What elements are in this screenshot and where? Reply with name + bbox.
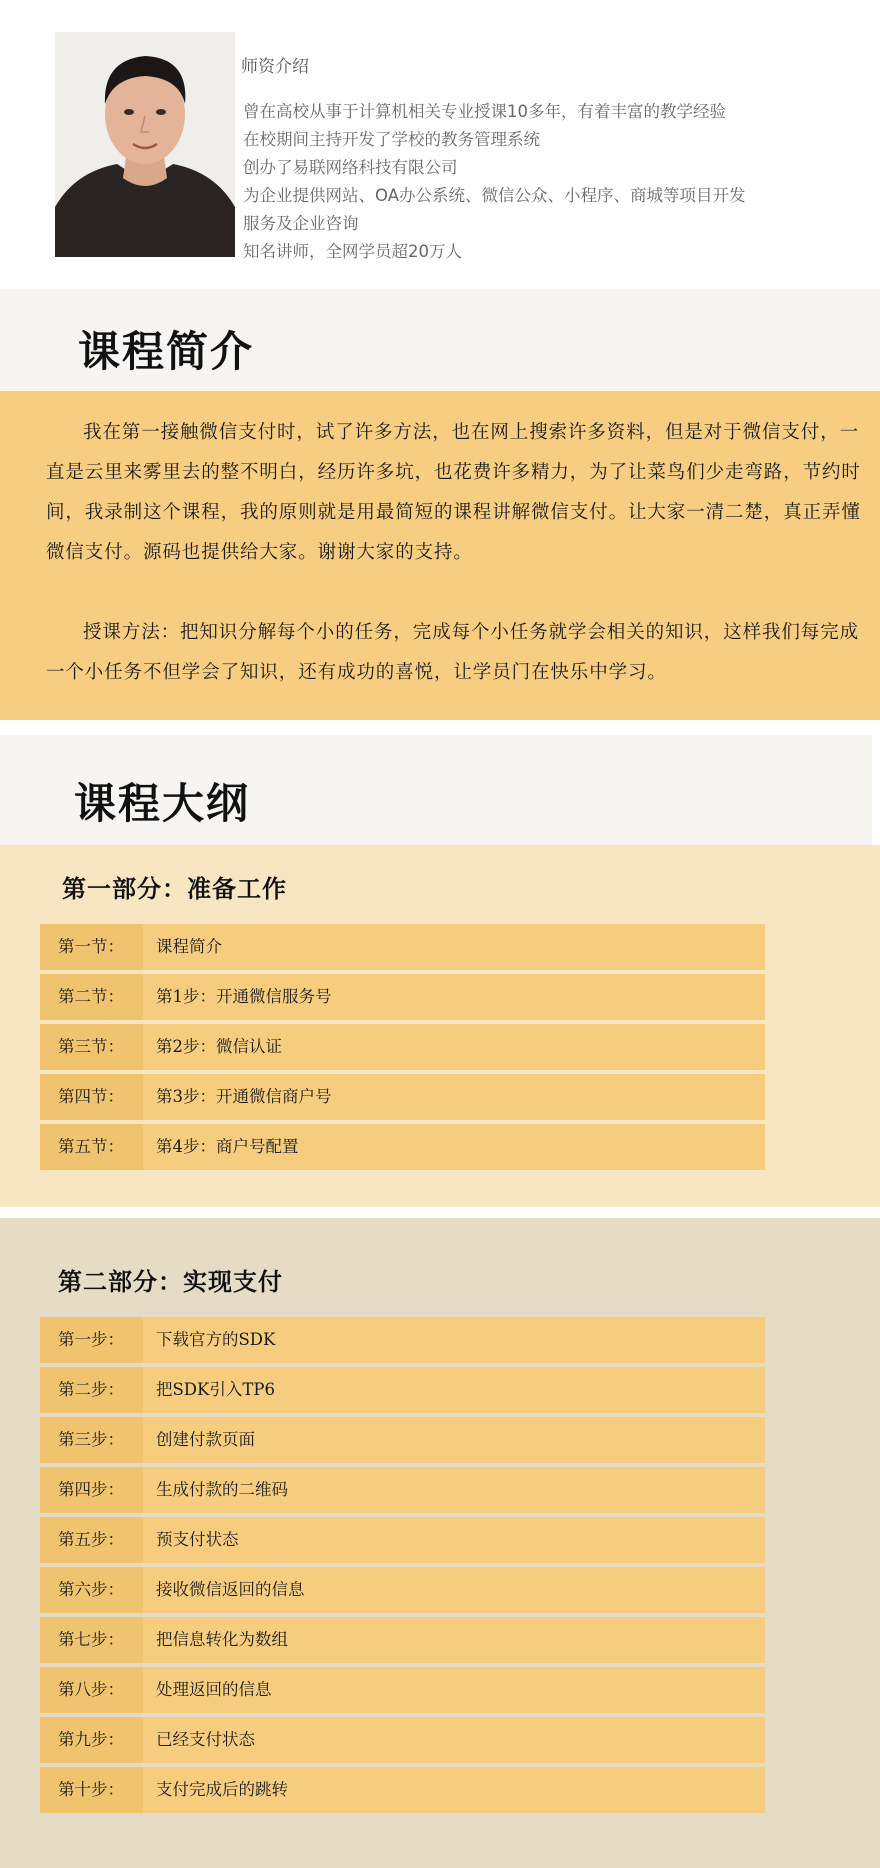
teacher-bio-line: 知名讲师，全网学员超20万人 — [243, 242, 462, 261]
teacher-section — [0, 0, 880, 285]
teacher-bio-line: 在校期间主持开发了学校的教务管理系统 — [243, 130, 540, 149]
step-row — [40, 1567, 765, 1613]
intro-body — [0, 391, 880, 720]
teacher-photo — [55, 32, 235, 257]
step-list — [40, 1317, 765, 1817]
lesson-text: 课程简介 — [156, 937, 222, 956]
step-row — [40, 1717, 765, 1763]
lesson-list — [40, 924, 765, 1174]
lesson-text: 第3步：开通微信商户号 — [156, 1087, 332, 1106]
step-text: 下载官方的SDK — [156, 1330, 276, 1349]
step-text: 接收微信返回的信息 — [156, 1580, 305, 1599]
lesson-row — [40, 974, 765, 1020]
lesson-row — [40, 1124, 765, 1170]
step-label: 第十步： — [40, 1767, 143, 1813]
step-row — [40, 1767, 765, 1813]
step-label: 第一步： — [40, 1317, 143, 1363]
step-label: 第七步： — [40, 1617, 143, 1663]
lesson-row — [40, 924, 765, 970]
teacher-portrait-icon — [55, 32, 235, 257]
teacher-bio — [243, 98, 746, 266]
lesson-row — [40, 1024, 765, 1070]
teacher-title: 师资介绍 — [241, 57, 309, 77]
lesson-text: 第1步：开通微信服务号 — [156, 987, 332, 1006]
step-text: 生成付款的二维码 — [156, 1480, 288, 1499]
lesson-text: 第4步：商户号配置 — [156, 1137, 299, 1156]
step-label: 第五步： — [40, 1517, 143, 1563]
outline-part-2 — [0, 1218, 880, 1868]
step-row — [40, 1467, 765, 1513]
teacher-bio-line: 服务及企业咨询 — [243, 214, 359, 233]
part-title: 第二部分：实现支付 — [58, 1268, 283, 1296]
part-title: 第一部分：准备工作 — [62, 875, 287, 903]
step-text: 处理返回的信息 — [156, 1680, 272, 1699]
intro-paragraph: 授课方法：把知识分解每个小的任务，完成每个小任务就学会相关的知识，这样我们每完成一个小任务不但学会了知识，还有成功的喜悦，让学员门在快乐中学习。 — [46, 622, 860, 683]
lesson-label: 第四节： — [40, 1074, 143, 1120]
lesson-text: 第2步：微信认证 — [156, 1037, 282, 1056]
teacher-bio-line: 创办了易联网络科技有限公司 — [243, 158, 458, 177]
step-label: 第二步： — [40, 1367, 143, 1413]
step-label: 第九步： — [40, 1717, 143, 1763]
lesson-label: 第五节： — [40, 1124, 143, 1170]
step-text: 把信息转化为数组 — [156, 1630, 288, 1649]
intro-paragraph: 我在第一接触微信支付时，试了许多方法，也在网上搜索许多资料，但是对于微信支付，一直是云里来雾里去的整不明白，经历许多坑，也花费许多精力，为了让菜鸟们少走弯路，节约时间，我录制这个课程，我的原则就是用最简短的课程讲解微信支付。让大家一清二楚，真正弄懂微信支付。源码也提供给大家。谢谢大家的支持。 — [46, 422, 861, 563]
step-row — [40, 1317, 765, 1363]
step-label: 第六步： — [40, 1567, 143, 1613]
step-label: 第四步： — [40, 1467, 143, 1513]
step-text: 把SDK引入TP6 — [156, 1380, 275, 1399]
step-text: 创建付款页面 — [156, 1430, 255, 1449]
outline-part-1 — [0, 845, 880, 1207]
step-label: 第八步： — [40, 1667, 143, 1713]
intro-header — [0, 289, 880, 391]
step-label: 第三步： — [40, 1417, 143, 1463]
step-text: 已经支付状态 — [156, 1730, 255, 1749]
lesson-label: 第一节： — [40, 924, 143, 970]
teacher-bio-line: 为企业提供网站、OA办公系统、微信公众、小程序、商城等项目开发 — [243, 186, 746, 205]
lesson-row — [40, 1074, 765, 1120]
lesson-label: 第三节： — [40, 1024, 143, 1070]
intro-heading: 课程简介 — [78, 327, 255, 376]
step-row — [40, 1617, 765, 1663]
step-row — [40, 1417, 765, 1463]
step-text: 预支付状态 — [156, 1530, 239, 1549]
teacher-bio-line: 曾在高校从事于计算机相关专业授课10多年，有着丰富的教学经验 — [243, 102, 726, 121]
lesson-label: 第二节： — [40, 974, 143, 1020]
step-row — [40, 1367, 765, 1413]
outline-header — [0, 735, 872, 845]
step-row — [40, 1517, 765, 1563]
step-row — [40, 1667, 765, 1713]
step-text: 支付完成后的跳转 — [156, 1780, 288, 1799]
outline-heading: 课程大纲 — [74, 779, 251, 828]
